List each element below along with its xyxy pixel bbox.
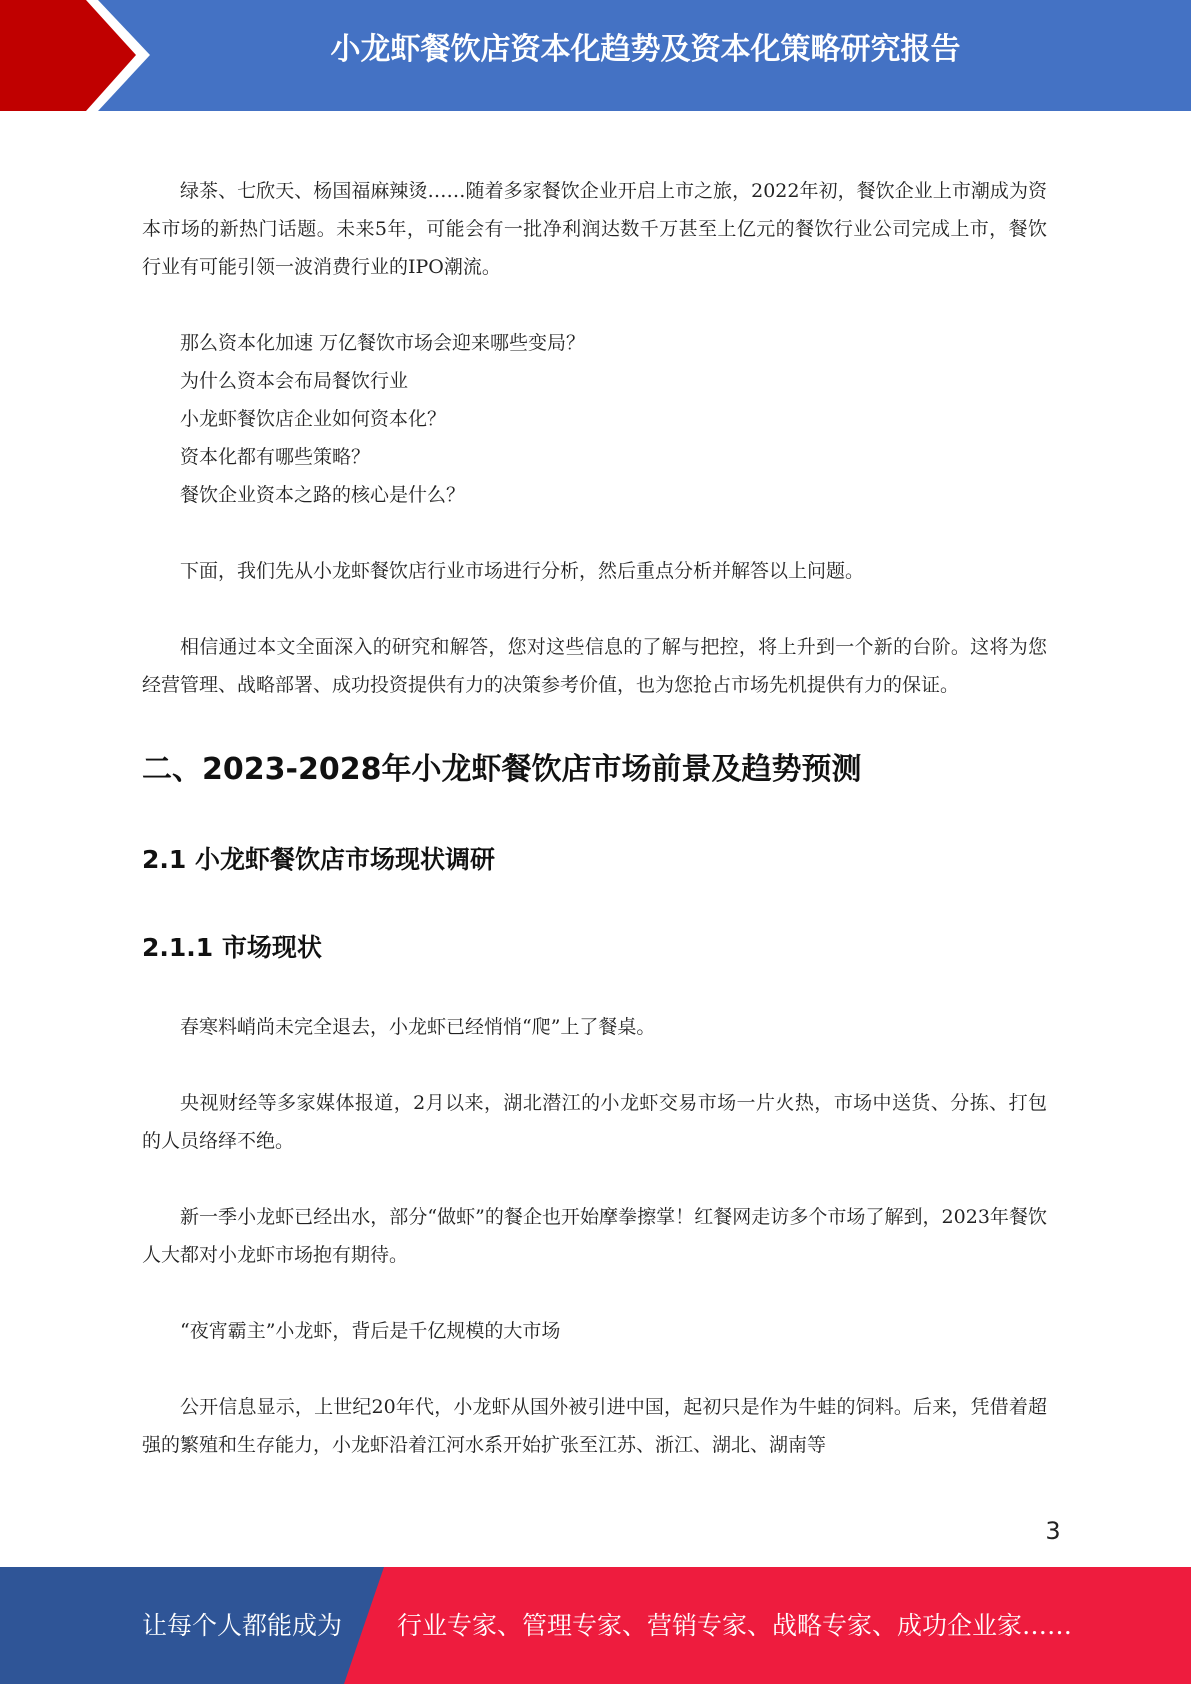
page-number: 3	[1045, 1517, 1061, 1545]
body-paragraph: 央视财经等多家媒体报道，2月以来，湖北潜江的小龙虾交易市场一片火热，市场中送货、分拣、打包的人员络绎不绝。	[142, 1092, 1047, 1152]
question-list	[142, 324, 1047, 514]
intro-paragraph-1: 绿茶、七欣天、杨国福麻辣烫……随着多家餐饮企业开启上市之旅，2022年初，餐饮企业上市潮成为资本市场的新热门话题。未来5年，可能会有一批净利润达数千万甚至上亿元的餐饮行业公司完成上市，餐饮行业有可能引领一波消费行业的IPO潮流。	[142, 180, 1047, 278]
footer-slogan-left: 让每个人都能成为	[142, 1611, 343, 1640]
intro-paragraph-2: 下面，我们先从小龙虾餐饮店行业市场进行分析，然后重点分析并解答以上问题。	[180, 560, 865, 582]
question-item: 为什么资本会布局餐饮行业	[180, 370, 409, 392]
body-paragraph: 春寒料峭尚未完全退去，小龙虾已经悄悄“爬”上了餐桌。	[180, 1016, 656, 1038]
body-paragraph: 公开信息显示，上世纪20年代，小龙虾从国外被引进中国，起初只是作为牛蛙的饲料。后来，凭借着超强的繁殖和生存能力，小龙虾沿着江河水系开始扩张至江苏、浙江、湖北、湖南等	[142, 1396, 1047, 1456]
body-paragraph: 新一季小龙虾已经出水，部分“做虾”的餐企也开始摩拳擦掌！红餐网走访多个市场了解到，2023年餐饮人大都对小龙虾市场抱有期待。	[142, 1206, 1047, 1266]
subsubsection-heading: 2.1.1 市场现状	[142, 933, 322, 962]
header-band	[0, 0, 1191, 111]
document-body	[142, 172, 1047, 1464]
question-item: 那么资本化加速 万亿餐饮市场会迎来哪些变局？	[180, 332, 586, 354]
question-item: 资本化都有哪些策略？	[180, 446, 371, 468]
body-paragraph: “夜宵霸主”小龙虾，背后是千亿规模的大市场	[180, 1320, 561, 1342]
section-heading: 二、2023-2028年小龙虾餐饮店市场前景及趋势预测	[142, 752, 862, 787]
question-item: 餐饮企业资本之路的核心是什么？	[180, 484, 466, 506]
subsection-heading: 2.1 小龙虾餐饮店市场现状调研	[142, 845, 495, 874]
question-item: 小龙虾餐饮店企业如何资本化？	[180, 408, 447, 430]
footer-slogan-right: 行业专家、管理专家、营销专家、战略专家、成功企业家……	[397, 1611, 1073, 1640]
report-title: 小龙虾餐饮店资本化趋势及资本化策略研究报告	[330, 32, 961, 67]
intro-paragraph-3: 相信通过本文全面深入的研究和解答，您对这些信息的了解与把控，将上升到一个新的台阶。这将为您经营管理、战略部署、成功投资提供有力的决策参考价值，也为您抢占市场先机提供有力的保证。	[142, 636, 1047, 696]
footer-band	[0, 1567, 1191, 1684]
